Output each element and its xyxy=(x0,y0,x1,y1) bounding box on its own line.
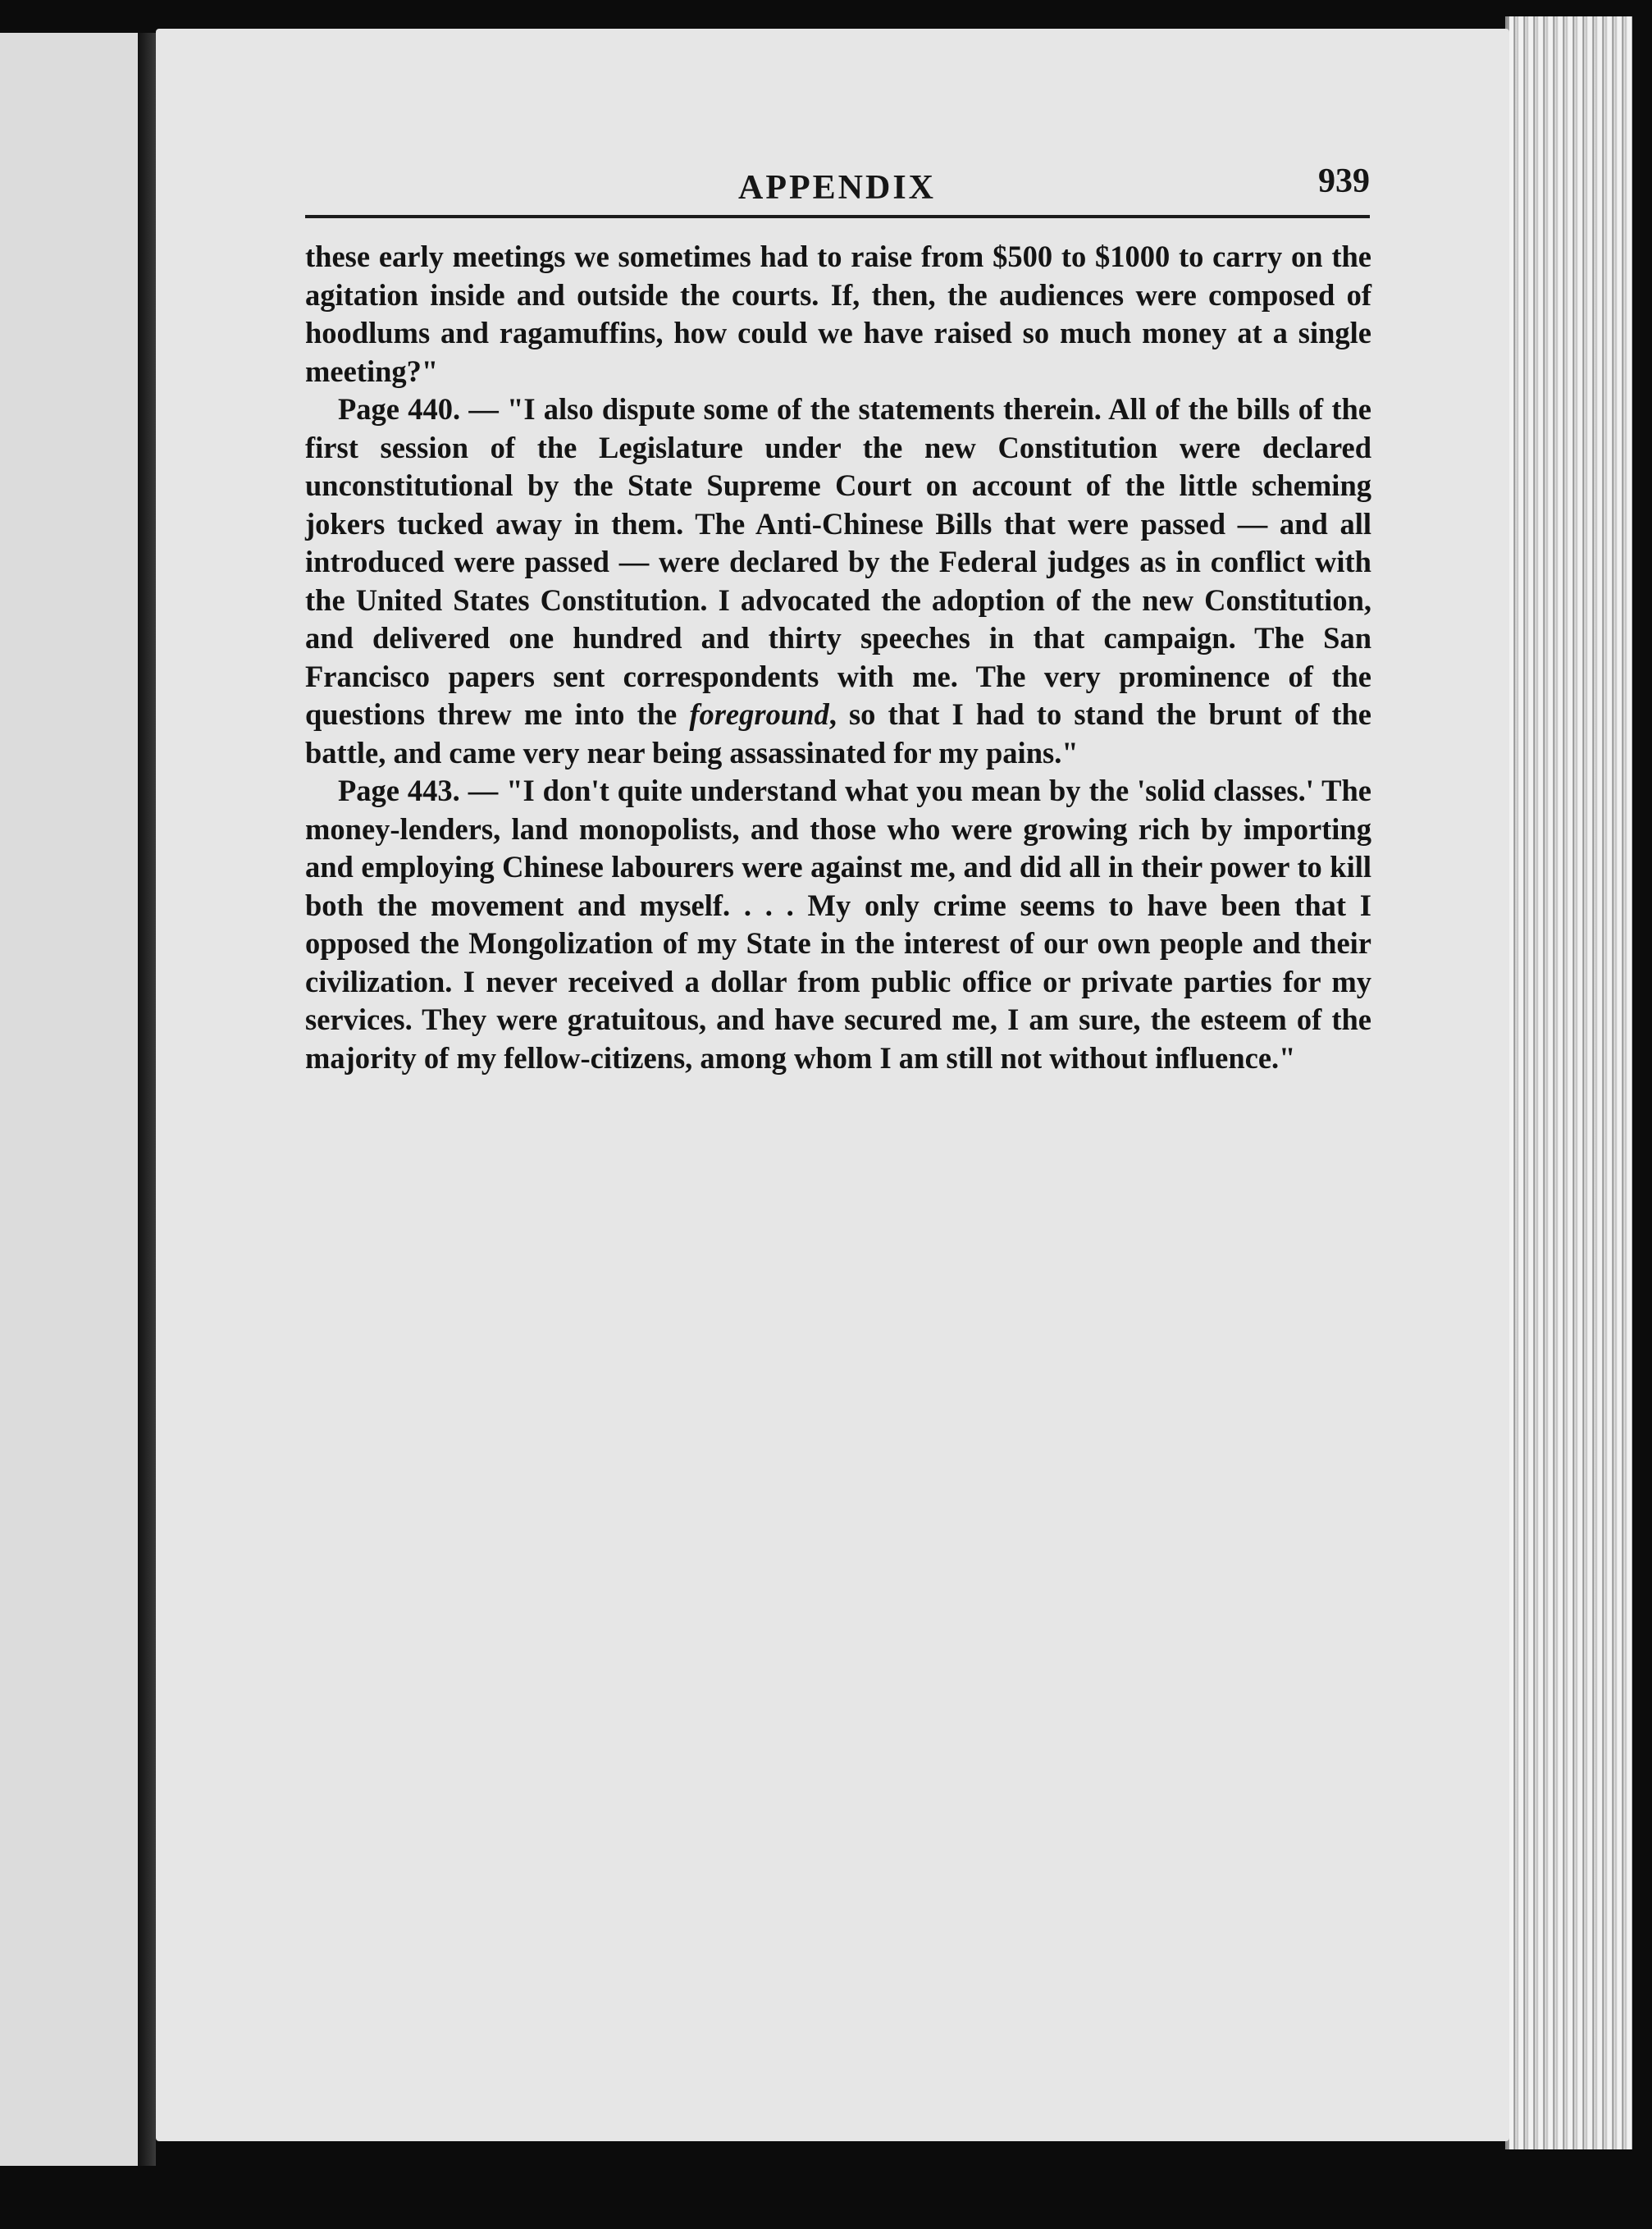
page-number: 939 xyxy=(1318,162,1370,200)
running-head: APPENDIX xyxy=(738,169,936,207)
italic-word: foreground xyxy=(689,697,829,731)
paragraph-text: Page 443. — "I don't quite understand what you mean by the 'solid classes.' The money-lenders, land monopolists, and those who were growing rich by importing and employing Chinese labourers were against me, and did all in their power to kill both the movement and myself. . . . My only crime seems to have been that I opposed the Mongolization of my State in the interest of our own people and their civilization. I never received a dollar from public office or private parties for my services. They were gratuitous, and have secured me, I am sure, the esteem of the majority of my fellow-citizens, among whom I am still not without influence." xyxy=(305,774,1371,1075)
paragraph-text: these early meetings we sometimes had to raise from $500 to $1000 to carry on the agitation inside and outside the courts. If, then, the audiences were composed of hoodlums and ragamuffins, how could we have raised so much money at a single meeting?" xyxy=(305,240,1371,388)
previous-page-edge xyxy=(0,33,138,2166)
binding-gutter xyxy=(138,33,156,2166)
paragraph-page-443 xyxy=(305,772,1371,1077)
paragraph-continuation xyxy=(305,238,1371,391)
paragraph-text-after: , so that I had to stand the brunt of the battle, and came very near being assassinated for my pains." xyxy=(305,697,1371,770)
page-header xyxy=(303,152,1370,217)
paragraph-page-440 xyxy=(305,391,1371,772)
page-stack-edge xyxy=(1509,16,1632,2149)
header-rule xyxy=(305,215,1370,218)
paragraph-text: Page 440. — "I also dispute some of the statements therein. All of the bills of the first session of the Legislature under the new Constitution were declared unconstitutional by the State Supreme Court on account of the little scheming jokers tucked away in them. The Anti-Chinese Bills that were passed — and all introduced were passed — were declared by the Federal judges as in conflict with the United States Constitution. I advocated the adoption of the new Constitution, and delivered one hundred and thirty speeches in that campaign. The San Francisco papers sent correspondents with me. The very prominence of the questions threw me into the xyxy=(305,392,1371,731)
body-text xyxy=(305,238,1371,1077)
